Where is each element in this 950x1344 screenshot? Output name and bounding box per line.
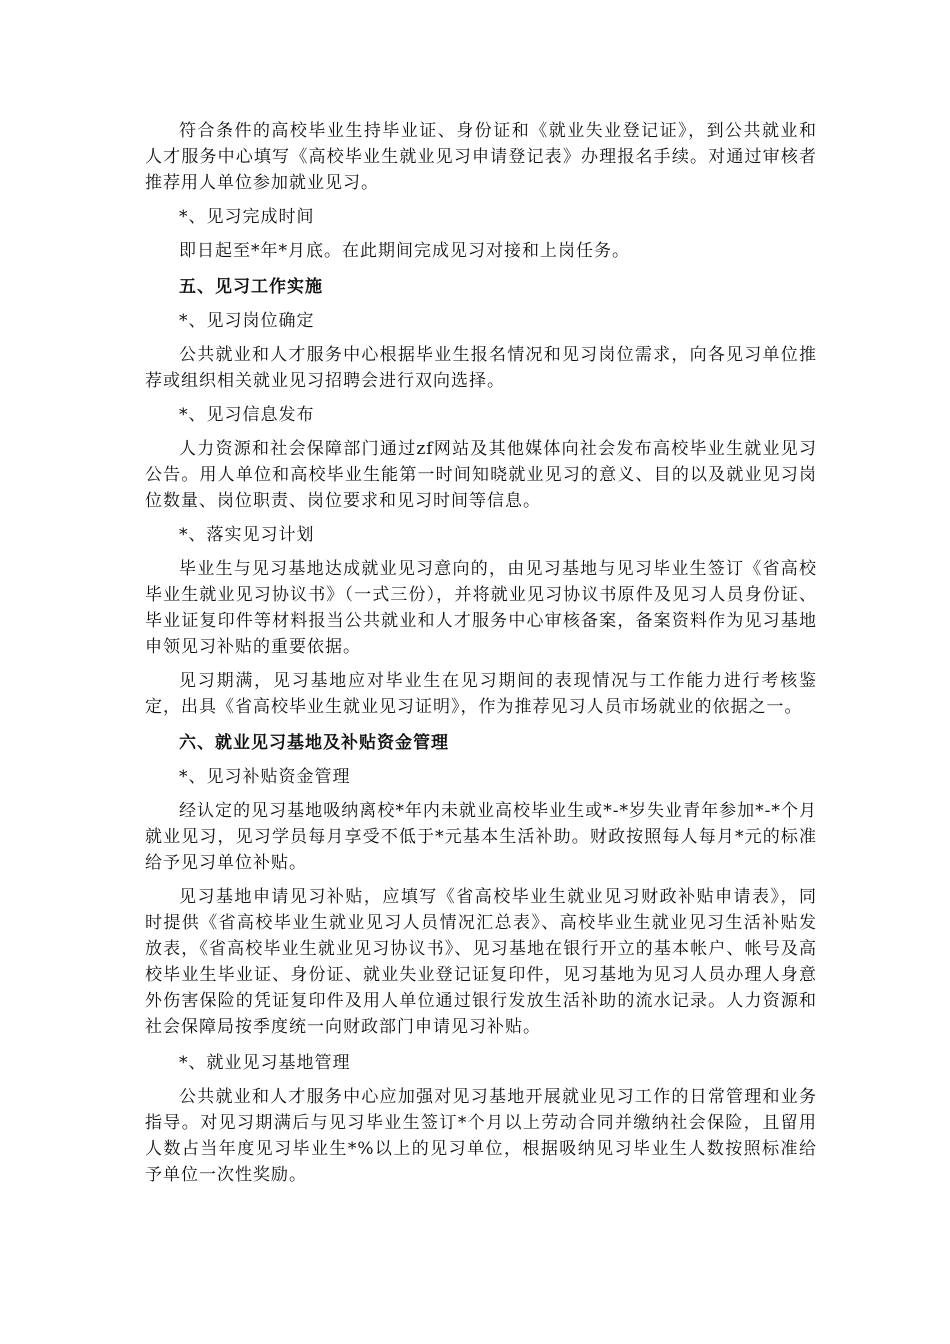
paragraph-evaluation: 见习期满，见习基地应对毕业生在见习期间的表现情况与工作能力进行考核鉴定，出具《省高校毕业生就业见习证明》，作为推荐见习人员市场就业的依据之一。	[145, 671, 817, 717]
paragraph-position: 公共就业和人才服务中心根据毕业生报名情况和见习岗位需求，向各见习单位推荐或组织相关就业见习招聘会进行双向选择。	[145, 345, 817, 391]
paragraph-plan: 毕业生与见习基地达成就业见习意向的，由见习基地与见习毕业生签订《省高校毕业生就业见习协议书》（一式三份），并将就业见习协议书原件及见习人员身份证、毕业证复印件等材料报当公共就业和人才服务中心审核备案，备案资料作为见习基地申领见习补贴的重要依据。	[145, 559, 817, 657]
subheading-plan: *、落实见习计划	[179, 525, 315, 545]
document-page	[145, 118, 817, 1188]
subheading-completion-time: *、见习完成时间	[179, 207, 315, 227]
paragraph-registration: 符合条件的高校毕业生持毕业证、身份证和《就业失业登记证》，到公共就业和人才服务中心填写《高校毕业生就业见习申请登记表》办理报名手续。对通过审核者推荐用人单位参加就业见习。	[145, 121, 817, 193]
paragraph-completion-time: 即日起至*年*月底。在此期间完成见习对接和上岗任务。	[179, 241, 630, 261]
paragraph-info-release: 人力资源和社会保障部门通过zf网站及其他媒体向社会发布高校毕业生就业见习公告。用人单位和高校毕业生能第一时间知晓就业见习的意义、目的以及就业见习岗位数量、岗位职责、岗位要求和见习时间等信息。	[145, 439, 817, 511]
section-heading-6: 六、就业见习基地及补贴资金管理	[179, 733, 449, 753]
paragraph-subsidy-application: 见习基地申请见习补贴，应填写《省高校毕业生就业见习财政补贴申请表》，同时提供《省高校毕业生就业见习人员情况汇总表》、高校毕业生就业见习生活补贴发放表，《省高校毕业生就业见习协议书》、见习基地在银行开立的基本帐户、帐号及高校毕业生毕业证、身份证、就业失业登记证复印件，见习基地为见习人员办理人身意外伤害保险的凭证复印件及用人单位通过银行发放生活补助的流水记录。人力资源和社会保障局按季度统一向财政部门申请见习补贴。	[145, 887, 817, 1037]
subheading-base-management: *、就业见习基地管理	[179, 1053, 351, 1073]
section-heading-5: 五、见习工作实施	[179, 277, 323, 297]
subheading-subsidy: *、见习补贴资金管理	[179, 767, 351, 787]
subheading-position: *、见习岗位确定	[179, 311, 315, 331]
paragraph-subsidy: 经认定的见习基地吸纳离校*年内未就业高校毕业生或*-*岁失业青年参加*-*个月就业见习，见习学员每月享受不低于*元基本生活补助。财政按照每人每月*元的标准给予见习单位补贴。	[145, 801, 817, 873]
subheading-info-release: *、见习信息发布	[179, 405, 315, 425]
paragraph-base-management: 公共就业和人才服务中心应加强对见习基地开展就业见习工作的日常管理和业务指导。对见习期满后与见习毕业生签订*个月以上劳动合同并缴纳社会保险，且留用人数占当年度见习毕业生*%以上的见习单位，根据吸纳见习毕业生人数按照标准给予单位一次性奖励。	[145, 1087, 817, 1185]
